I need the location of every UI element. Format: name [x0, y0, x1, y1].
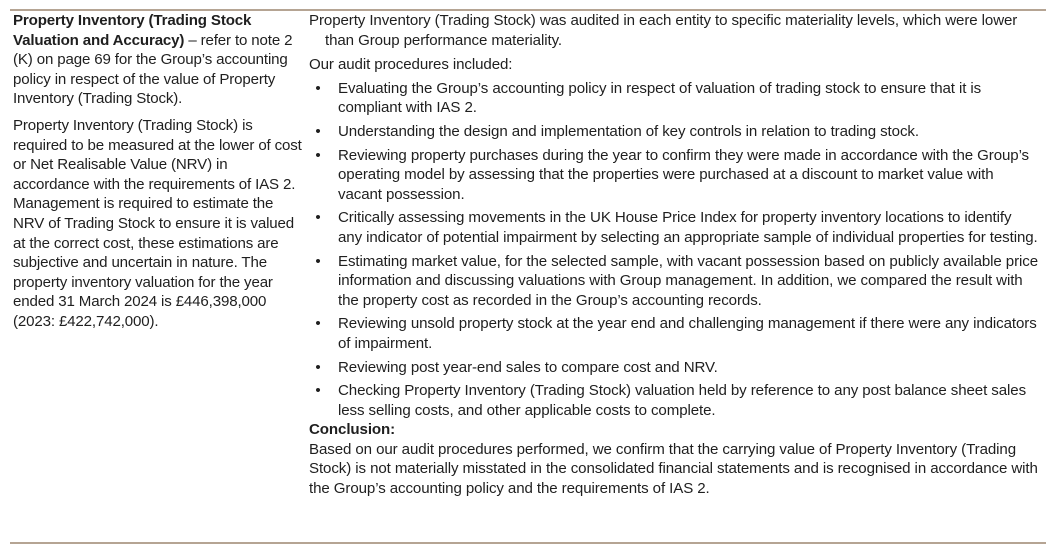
- conclusion-heading: Conclusion:: [309, 421, 396, 439]
- list-item: [309, 208, 1039, 247]
- bullet-icon: •: [315, 146, 321, 164]
- procedure-text: Evaluating the Group’s accounting policy in respect of valuation of trading stock to ensure that it is compliant with IAS 2.: [338, 79, 982, 117]
- bullet-icon: •: [315, 79, 321, 97]
- list-item: [309, 358, 1039, 378]
- matter-title-bold: Property Inventory (Trading Stock Valuation and Accuracy): [13, 12, 252, 49]
- procedure-text: Checking Property Inventory (Trading Stock) valuation held by reference to any post balance sheet sales less selling costs, and other applicable costs to complete.: [338, 382, 1027, 419]
- list-item: [309, 252, 1039, 311]
- bullet-icon: •: [315, 382, 321, 400]
- list-item: [309, 381, 1039, 420]
- procedures-list: [309, 79, 1039, 421]
- list-item: [309, 314, 1039, 353]
- matter-title-reference: – refer to note 2 (K) on page 69 for the Group’s accounting policy in respect of the value of Property Inventory (Trading Stock).: [13, 31, 293, 108]
- bullet-icon: •: [315, 315, 321, 333]
- procedure-text: Reviewing property purchases during the year to confirm they were made in accordance with the Group’s operating model by assessing that the properties were purchased at a discount to market value with vacant possession.: [338, 146, 1030, 203]
- bullet-icon: •: [315, 122, 321, 140]
- procedure-text: Reviewing unsold property stock at the year end and challenging management if there were any indicators of impairment.: [338, 315, 1037, 352]
- procedure-text: Reviewing post year-end sales to compare cost and NRV.: [338, 358, 718, 376]
- conclusion-text: Based on our audit procedures performed, we confirm that the carrying value of Property Inventory (Trading Stock) is not materially misstated in the consolidated financial statements and is recognised in accordance with the Group’s accounting policy and the requirements of IAS 2.: [309, 440, 1038, 498]
- list-item: [309, 122, 1039, 142]
- audit-response-column: [309, 11, 1039, 499]
- bullet-icon: •: [315, 252, 321, 270]
- bullet-icon: •: [315, 358, 321, 376]
- matter-description: Property Inventory (Trading Stock) is required to be measured at the lower of cost or Net Realisable Value (NRV) in accordance with the requirements of IAS 2. Management is required to estimate the NRV of Trading Stock to ensure it is valued at the correct cost, these estimations are subjective and uncertain in nature. The property inventory valuation for the year ended 31 March 2024 is £446,398,000 (2023: £422,742,000).: [13, 116, 302, 330]
- key-audit-matter-column: [13, 11, 303, 332]
- materiality-intro: Property Inventory (Trading Stock) was audited in each entity to specific materiality levels, which were lower than Group performance materiality.: [309, 12, 1018, 49]
- table-bottom-rule: [10, 542, 1046, 544]
- procedure-text: Understanding the design and implementation of key controls in relation to trading stock.: [338, 122, 919, 140]
- procedures-heading: Our audit procedures included:: [309, 56, 513, 74]
- procedure-text: Critically assessing movements in the UK House Price Index for property inventory locations to identify any indicator of potential impairment by selecting an appropriate sample of individual properties for testing.: [338, 209, 1038, 246]
- list-item: [309, 79, 1039, 118]
- procedure-text: Estimating market value, for the selected sample, with vacant possession based on publicly available price information and discussing valuations with Group management. In addition, we compared the result with the property cost as recorded in the Group’s accounting records.: [338, 252, 1039, 309]
- bullet-icon: •: [315, 209, 321, 227]
- list-item: [309, 146, 1039, 205]
- matter-title: [13, 11, 303, 109]
